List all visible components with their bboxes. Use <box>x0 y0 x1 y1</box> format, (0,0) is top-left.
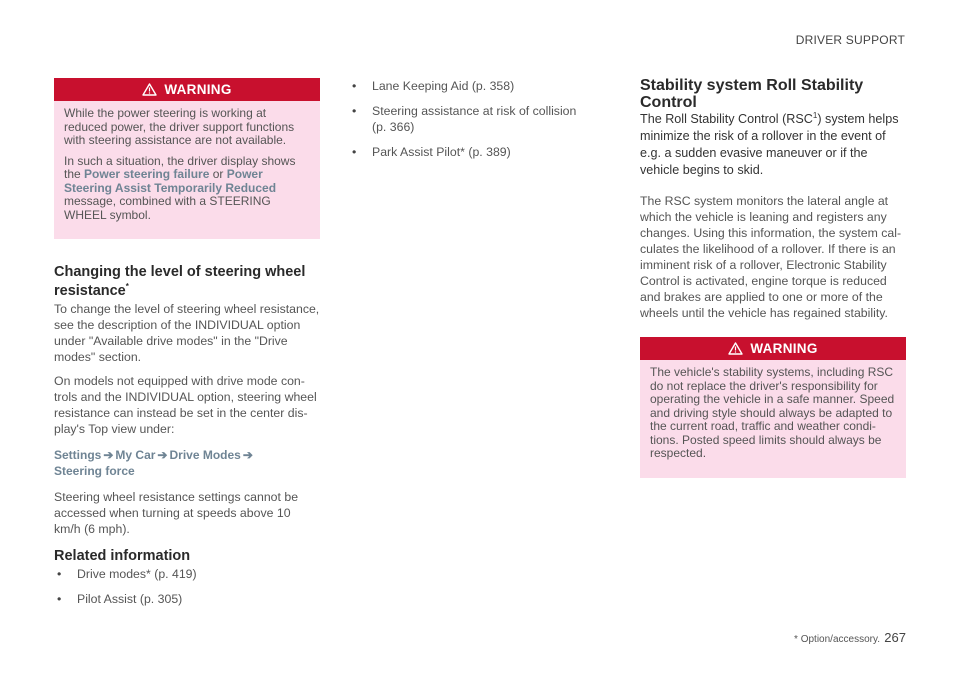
paragraph: The RSC system monitors the lateral angle at which the vehicle is leaning and registers any changes. Using this information, the system cal-culates the likelihood of a rollover. If there is an imminent risk of a rollover, Electronic Stability Control is activated, engine torque is reduced and brakes are applied to one or more of the wheels until the vehicle has regained stability. <box>640 194 902 320</box>
list-item[interactable]: • Steering assistance at risk of collision (p. 366) <box>349 103 579 135</box>
menu-path-item: Drive Modes <box>169 448 241 462</box>
section-heading <box>54 263 320 301</box>
list-item[interactable]: • Pilot Assist (p. 305) <box>54 591 320 607</box>
warning-box <box>54 78 320 239</box>
option-star: * <box>125 282 129 292</box>
display-message: Power steering failure <box>84 167 210 181</box>
list-item[interactable]: • Drive modes* (p. 419) <box>54 566 320 582</box>
footnote-ref: 1 <box>812 110 818 120</box>
warning-text: In such a situation, the driver display shows the <box>64 153 296 181</box>
section-header: DRIVER SUPPORT <box>795 33 905 47</box>
page-number: 267 <box>884 630 906 645</box>
lead-text: ) system helps minimize the risk of a rollover in the event of e.g. a sudden evasive maneuver or if the vehicle begins to skid. <box>640 112 899 177</box>
lead-text: The Roll Stability Control (RSC <box>640 112 813 126</box>
warning-body <box>54 101 320 222</box>
column-left <box>54 78 320 616</box>
warning-label: WARNING <box>750 341 818 356</box>
menu-path <box>54 447 320 479</box>
related-list <box>54 566 320 607</box>
menu-path-item: Settings <box>54 448 102 462</box>
warning-triangle-icon <box>728 342 743 355</box>
footnote-option: * Option/accessory. <box>794 634 880 645</box>
paragraph: Steering wheel resistance settings cannot be accessed when turning at speeds above 10 km/h (6 mph). <box>54 490 299 536</box>
arrow-right-icon: ➔ <box>242 448 253 462</box>
arrow-right-icon: ➔ <box>103 448 114 462</box>
menu-path-item: Steering force <box>54 464 135 478</box>
warning-paragraph <box>64 155 310 223</box>
arrow-right-icon: ➔ <box>157 448 168 462</box>
list-item[interactable]: • Park Assist Pilot* (p. 389) <box>349 144 579 160</box>
menu-path-item: My Car <box>115 448 156 462</box>
warning-header <box>54 78 320 101</box>
warning-label: WARNING <box>164 82 232 97</box>
paragraph: To change the level of steering wheel resistance, see the description of the INDIVIDUAL option under "Available drive modes" in the "Drive modes" section. <box>54 302 320 364</box>
section-heading: Stability system Roll Stability Control <box>640 77 864 111</box>
paragraph: On models not equipped with drive mode con-trols and the INDIVIDUAL option, steering wheel resistance can instead be set in the center dis-play's Top view under: <box>54 374 317 436</box>
warning-box <box>640 337 906 478</box>
warning-text: or <box>212 167 224 181</box>
warning-header <box>640 337 906 360</box>
warning-text: message, combined with a STEERING WHEEL symbol. <box>64 194 271 222</box>
warning-body <box>640 360 906 461</box>
warning-paragraph: While the power steering is working at reduced power, the driver support functions with steering assistance are not available. <box>64 106 295 147</box>
display-message: Power Steering Assist Temporarily Reduced <box>64 167 277 195</box>
warning-triangle-icon <box>142 83 157 96</box>
column-right <box>640 77 906 478</box>
list-item[interactable]: • Lane Keeping Aid (p. 358) <box>349 78 579 94</box>
column-middle <box>349 78 579 169</box>
related-list-continued <box>349 78 579 160</box>
heading-text: Changing the level of steering wheel resistance <box>54 264 306 299</box>
related-heading: Related information <box>54 548 191 564</box>
lead-paragraph <box>640 111 906 179</box>
warning-paragraph: The vehicle's stability systems, including RSC do not replace the driver's responsibility for operating the vehicle in a safe manner. Speed and driving style should always be adapted to the current road, traffic and weather condi-tions. Posted speed limits should always be respected. <box>650 365 895 460</box>
